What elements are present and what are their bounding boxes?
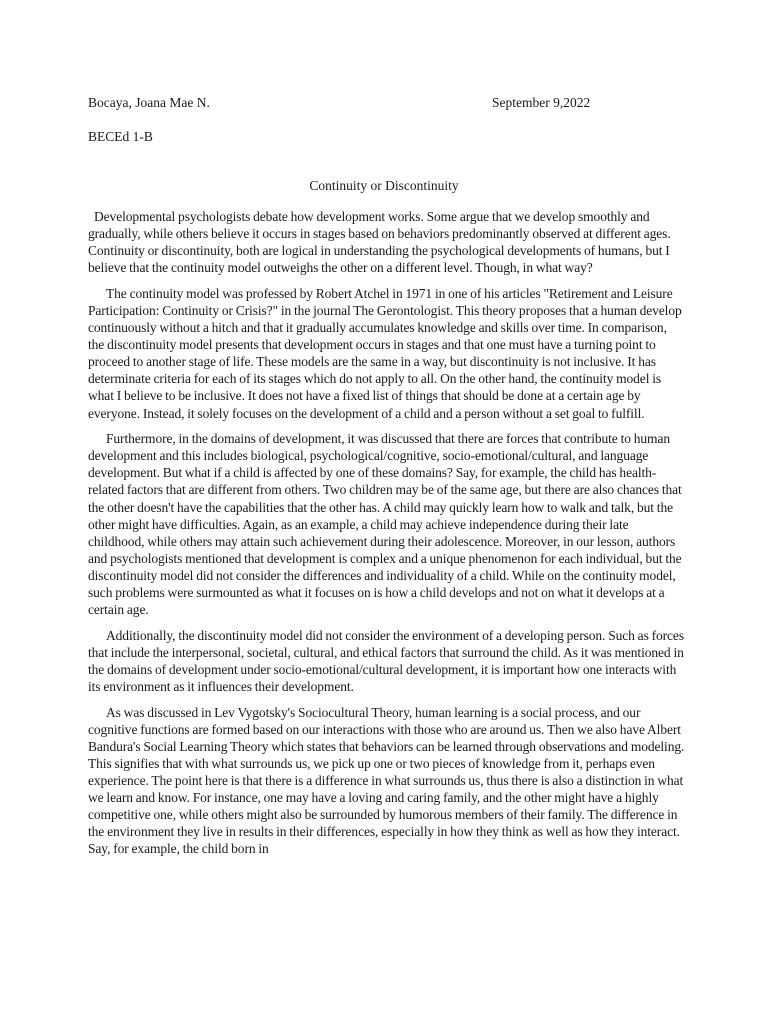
document-title: Continuity or Discontinuity xyxy=(309,178,459,193)
essay-body xyxy=(88,208,685,866)
paragraph-4: Additionally, the discontinuity model did not consider the environment of a developing person. Such as forces that include the interpersonal, societal, cultural, and ethical factors that surround the child. As it was mentioned in the domains of development under socio-emotional/cultural development, it is important how one interacts with its environment as it influences their development. xyxy=(88,627,684,694)
paragraph-5: As was discussed in Lev Vygotsky's Sociocultural Theory, human learning is a social process, and our cognitive functions are formed based on our interactions with those who are around us. Then we also have Albert Bandura's Social Learning Theory which states that behaviors can be learned through observations and modeling. This signifies that with what surrounds us, we pick up one or two pieces of knowledge from it, perhaps even experience. The point here is that there is a difference in what surrounds us, thus there is also a distinction in what we learn and know. For instance, one may have a loving and caring family, and the other might have a highly competitive one, while others might also be surrounded by humorous members of their family. The difference in the environment they live in results in their differences, especially in how they think as well as how they interact. Say, for example, the child born in xyxy=(88,704,685,857)
paragraph-1: Developmental psychologists debate how development works. Some argue that we develop smoothly and gradually, while others believe it occurs in stages based on behaviors predominantly observed at different ages. Continuity or discontinuity, both are logical in understanding the psychological developments of humans, but I believe that the continuity model outweighs the other on a different level. Though, in what way? xyxy=(88,209,671,276)
document-date: September 9,2022 xyxy=(492,95,591,110)
paragraph-3: Furthermore, in the domains of development, it was discussed that there are forces that contribute to human development and this includes biological, psychological/cognitive, socio-emotional/cultural, and language development. But what if a child is affected by one of these domains? Say, for example, the child has health-related factors that are different from others. Two children may be of the same age, but there are also chances that the other doesn't have the capabilities that the other has. A child may quickly learn how to walk and talk, but the other might have difficulties. Again, as an example, a child may achieve independence during their late childhood, while others may attain such achievement during their adolescence. Moreover, in our lesson, authors and psychologists mentioned that development is complex and a unique phenomenon for each individual, but the discontinuity model did not consider the differences and individuality of a child. While on the continuity model, such problems were surmounted as what it focuses on is how a child develops and not on what it develops at a certain age. xyxy=(88,431,682,618)
course-section: BECEd 1-B xyxy=(88,129,153,144)
paragraph-2: The continuity model was professed by Robert Atchel in 1971 in one of his articles "Retirement and Leisure Participation: Continuity or Crisis?" in the journal The Gerontologist. This theory proposes that a human develop continuously without a hitch and that it gradually accumulates knowledge and skills over time. In comparison, the discontinuity model presents that development occurs in stages and that one must have a turning point to proceed to another stage of life. These models are the same in a way, but discontinuity is not inclusive. It has determinate criteria for each of its stages which do not apply to all. On the other hand, the continuity model is what I believe to be inclusive. It does not have a fixed list of things that should be done at a certain age by everyone. Instead, it solely focuses on the development of a child and a person without a set goal to fulfill. xyxy=(88,285,682,421)
author-name: Bocaya, Joana Mae N. xyxy=(88,95,210,110)
